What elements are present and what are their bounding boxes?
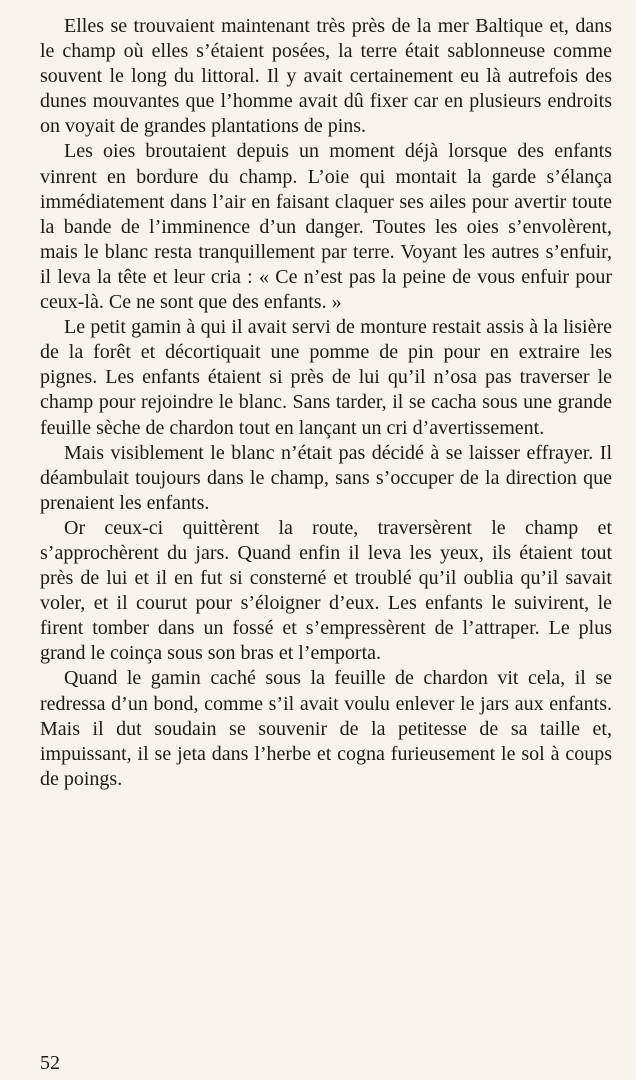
paragraph-1: Elles se trouvaient maintenant très près de la mer Baltique et, dans le champ où elles s’étaient posées, la terre était sablonneuse comme souvent le long du littoral. Il y avait certainement eu là autrefois des dunes mouvantes que l’homme avait dû fixer car en plusieurs endroits on voyait de grandes plantations de pins.: [40, 15, 612, 138]
paragraph-2: Les oies broutaient depuis un moment déjà lorsque des enfants vinrent en bordure du champ. L’oie qui montait la garde s’élança immédiatement dans l’air en faisant claquer ses ailes pour avertir toute la bande de l’imminence d’un danger. Toutes les oies s’envolèrent, mais le blanc resta tranquillement par terre. Voyant les autres s’enfuir, il leva la tête et leur cria : « Ce n’est pas la peine de vous enfuir pour ceux-là. Ce ne sont que des enfants. »: [40, 140, 612, 314]
page-body: [40, 14, 612, 792]
paragraph-4: Mais visiblement le blanc n’était pas décidé à se laisser effrayer. Il déambulait toujours dans le champ, sans s’occuper de la direction que prenaient les enfants.: [40, 441, 612, 514]
paragraph-5: Or ceux-ci quittèrent la route, traversèrent le champ et s’approchèrent du jars. Quand enfin il leva les yeux, ils étaient tout près de lui et il en fut si consterné et troublé qu’il oublia qu’il savait voler, et il courut pour s’éloigner d’eux. Les enfants le suivirent, le firent tomber dans un fossé et s’empressèrent de l’attraper. Le plus grand le coinça sous son bras et l’emporta.: [40, 516, 612, 665]
page-number: 52: [40, 1052, 60, 1074]
paragraph-3: Le petit gamin à qui il avait servi de monture restait assis à la lisière de la forêt et décortiquait une pomme de pin pour en extraire les pignes. Les enfants étaient si près de lui qu’il n’osa pas traverser le champ pour rejoindre le blanc. Sans tarder, il se cacha sous une grande feuille sèche de chardon tout en lançant un cri d’avertissement.: [40, 316, 612, 439]
paragraph-6: Quand le gamin caché sous la feuille de chardon vit cela, il se redressa d’un bond, comme s’il avait voulu enlever le jars aux enfants. Mais il dut soudain se souvenir de la petitesse de sa taille et, impuissant, il se jeta dans l’herbe et cogna furieusement le sol à coups de poings.: [40, 667, 612, 790]
